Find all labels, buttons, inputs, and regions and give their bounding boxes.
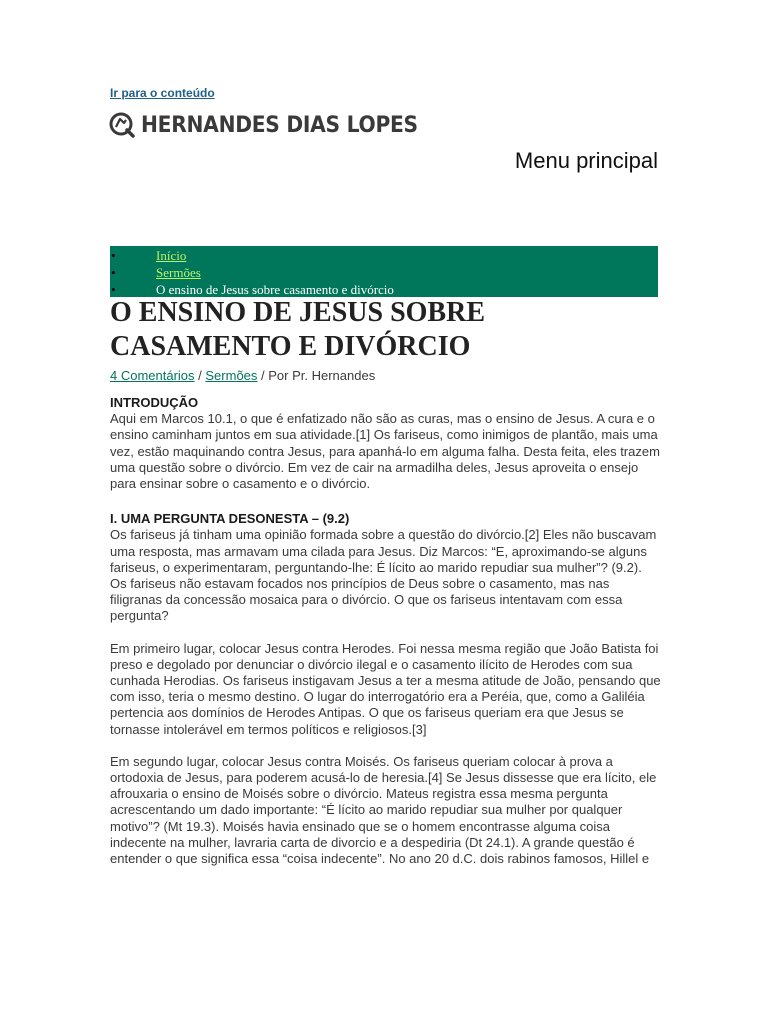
post-author: Por Pr. Hernandes bbox=[268, 368, 376, 383]
main-menu-toggle[interactable]: Menu principal bbox=[514, 148, 658, 173]
category-link[interactable]: Sermões bbox=[205, 368, 258, 383]
bullet-icon: • bbox=[111, 248, 116, 263]
site-logo[interactable] bbox=[109, 110, 442, 140]
breadcrumb-link-home[interactable]: Início bbox=[156, 248, 187, 263]
breadcrumb-link-sermons[interactable]: Sermões bbox=[156, 265, 201, 280]
meta-separator: / bbox=[194, 368, 206, 383]
breadcrumb-item-sermons bbox=[110, 264, 658, 281]
comments-link[interactable]: 4 Comentários bbox=[110, 368, 195, 383]
paragraph: Em segundo lugar, colocar Jesus contra Moisés. Os fariseus queriam colocar à prova a ortodoxia de Jesus, para poderem acusá-lo de heresia.[4] Se Jesus dissesse que era lícito, ele afrouxaria o ensino de Moisés sobre o divórcio. Mateus registra essa mesma pergunta acrescentando um dado importante: “É lícito ao marido repudiar sua mulher por qualquer motivo”? (Mt 19.3). Moisés havia ensinado que se o homem encontrasse alguma coisa indecente na mulher, lavraria carta de divorcio e a despediria (Dt 24.1). A grande questão é entender o que significa essa “coisa indecente”. No ano 20 d.C. dois rabinos famosos, Hillel e bbox=[110, 753, 657, 867]
page-title: O ENSINO DE JESUS SOBRE CASAMENTO E DIVÓRCIO bbox=[110, 297, 486, 362]
post-meta bbox=[110, 368, 375, 383]
breadcrumb-current-page: O ensino de Jesus sobre casamento e divórcio bbox=[156, 282, 394, 297]
meta-separator: / bbox=[257, 368, 269, 383]
paragraph: Em primeiro lugar, colocar Jesus contra Herodes. Foi nessa mesma região que João Batista foi preso e degolado por denunciar o divórcio ilegal e o casamento ilícito de Herodes com sua cunhada Herodias. Os fariseus instigavam Jesus a ter a mesma atitude de João, pensando que com isso, teria o mesmo destino. O lugar do interrogatório era a Peréia, que, como a Galiléia pertencia aos domínios de Herodes Antipas. O que os fariseus queriam era que Jesus se tornasse intolerável em termos políticos e religiosos.[3] bbox=[110, 640, 661, 737]
logo-mark-icon bbox=[109, 112, 135, 138]
section-heading-intro: INTRODUÇÃO bbox=[110, 395, 199, 410]
bullet-icon: • bbox=[111, 282, 116, 297]
breadcrumb-item-home bbox=[110, 247, 658, 264]
breadcrumb bbox=[110, 246, 658, 297]
bullet-icon: • bbox=[111, 265, 116, 280]
paragraph: Aqui em Marcos 10.1, o que é enfatizado não são as curas, mas o ensino de Jesus. A cura e o ensino caminham juntos em sua atividade.[1] Os fariseus, como inimigos de plantão, mais uma vez, estão maquinando contra Jesus, para apanhá-lo em alguma falha. Desta feita, eles trazem uma questão sobre o divórcio. Em vez de cair na armadilha deles, Jesus aproveita o ensejo para ensinar sobre o casamento e o divórcio. bbox=[110, 411, 660, 492]
article-body bbox=[110, 395, 662, 867]
section-heading-1: I. UMA PERGUNTA DESONESTA – (9.2) bbox=[110, 511, 350, 527]
skip-to-content-link[interactable]: Ir para o conteúdo bbox=[110, 86, 215, 100]
paragraph: Os fariseus já tinham uma opinião formada sobre a questão do divórcio.[2] Eles não buscavam uma resposta, mas armavam uma cilada para Jesus. Diz Marcos: “E, aproximando-se alguns fariseus, o experimentaram, perguntando-lhe: É lícito ao marido repudiar sua mulher”? (9.2). Os fariseus não estavam focados nos princípios de Deus sobre o casamento, mas nas filigranas da concessão mosaica para o divórcio. O que os fariseus intentavam com essa pergunta? bbox=[110, 527, 657, 624]
logo-text: HERNANDES DIAS LOPES bbox=[141, 112, 418, 138]
